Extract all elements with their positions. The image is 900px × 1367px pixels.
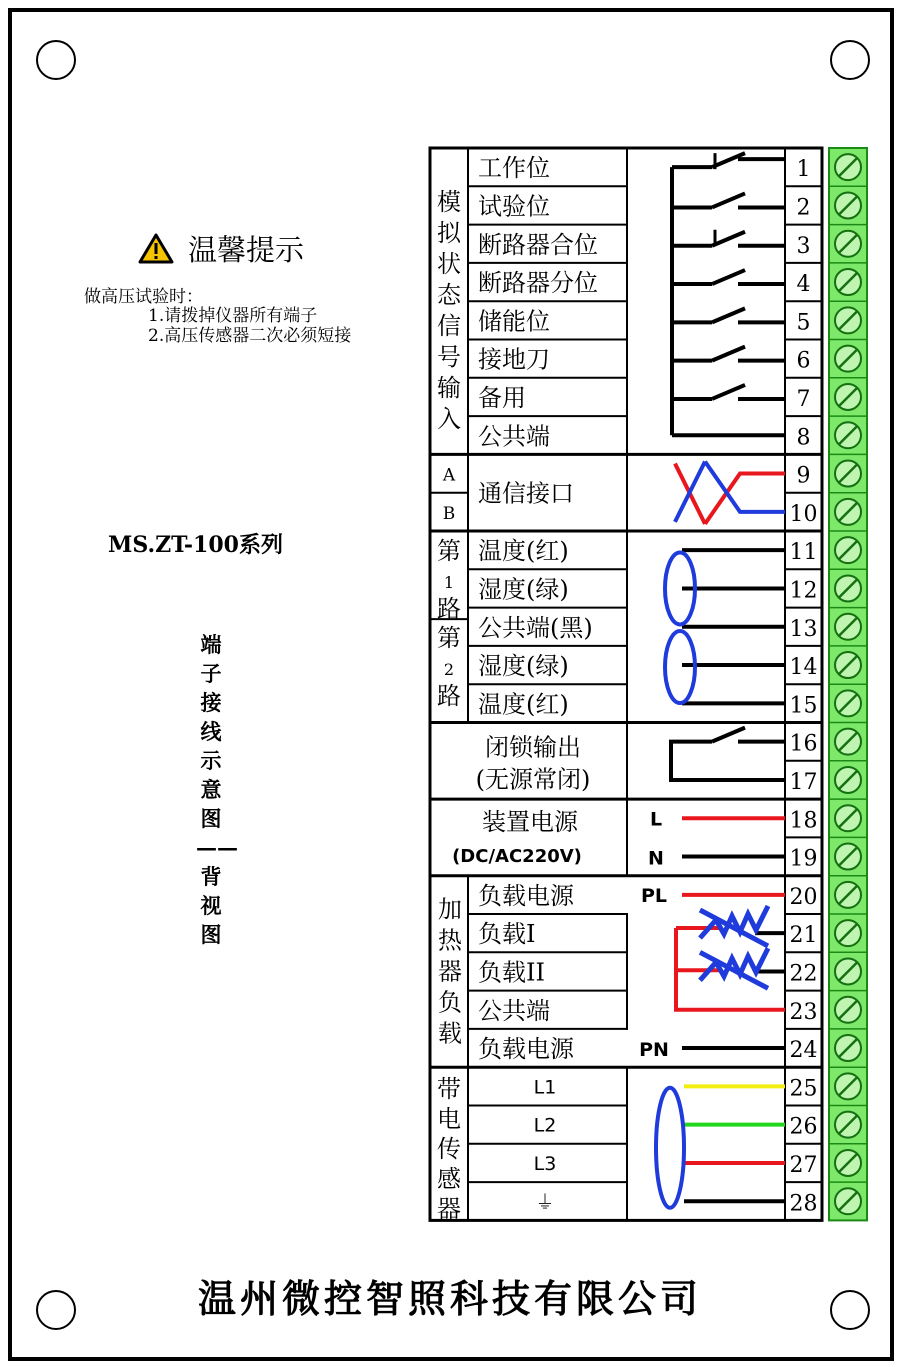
live-sensor-sheath [656, 1088, 684, 1208]
terminal-number: 25 [789, 1076, 818, 1102]
live-sensor-row-label: L1 [533, 1076, 557, 1099]
wire-n-label: N [648, 847, 664, 870]
lock-contact [712, 728, 745, 742]
terminal-number: 21 [789, 923, 818, 949]
signal-row-label: 工作位 [478, 154, 550, 183]
power-label: 装置电源 [482, 808, 578, 837]
channel-1-label: 第 [437, 537, 461, 565]
comm-label: 通信接口 [478, 479, 574, 508]
terminal-block [829, 148, 867, 1220]
section-title-heater: 加热器负载 [438, 895, 462, 1048]
wires [656, 153, 785, 1208]
diagram-title: 端子接线示意图——背视图 [196, 632, 238, 947]
power-spec: (DC/AC220V) [452, 846, 582, 868]
signal-row-label: 备用 [478, 383, 526, 412]
notice-item-2: 2.高压传感器二次必须短接 [148, 326, 352, 346]
terminal-number: 28 [789, 1191, 818, 1217]
model-name: MS.ZT-100系列 [108, 532, 283, 558]
sensor-row-label: 公共端(黑) [478, 613, 593, 642]
terminal-number: 16 [789, 731, 818, 757]
signal-row-label: 断路器合位 [478, 230, 598, 259]
terminal-number: 23 [789, 999, 818, 1025]
sensor-row-label: 湿度(绿) [478, 652, 569, 681]
lock-output-note: (无源常闭) [475, 765, 591, 794]
channel-2-label: 第 [437, 624, 461, 653]
section-title-live-sensor: 带电传感器 [437, 1075, 461, 1224]
terminal-number: 26 [789, 1114, 818, 1140]
switch-contact [712, 270, 745, 284]
terminal-number: 20 [789, 884, 818, 910]
terminal-number: 1 [796, 157, 811, 183]
terminal-number: 12 [789, 578, 818, 604]
signal-row-label: 断路器分位 [478, 269, 598, 298]
terminal-number: 14 [789, 655, 818, 681]
terminal-number: 18 [789, 808, 818, 834]
terminal-number: 8 [796, 425, 811, 451]
heater-element [700, 948, 768, 980]
signal-row-label: 公共端 [478, 422, 550, 451]
terminal-number: 3 [796, 233, 811, 259]
comm-b-label: B [442, 503, 456, 524]
terminal-number: 5 [796, 310, 811, 336]
sensor-row-label: 温度(红) [478, 690, 569, 719]
heater-row-label: 负载电源 [478, 881, 574, 910]
live-sensor-row-label: ⏚ [535, 1191, 555, 1214]
lock-output-label: 闭锁输出 [485, 733, 581, 762]
channel-2-label: 2 [443, 660, 455, 680]
comm-a-label: A [442, 465, 456, 486]
section-title-signal-input: 模拟状态信号输入 [437, 188, 461, 433]
wire-pn-label: PN [639, 1039, 669, 1062]
wire-pl-label: PL [640, 884, 668, 907]
terminal-number: 9 [796, 463, 811, 489]
heater-row-label: 负载II [478, 958, 545, 987]
terminal-number: 7 [796, 386, 811, 412]
channel-2-label: 路 [437, 682, 461, 711]
switch-contact [712, 347, 745, 361]
terminal-number: 17 [789, 769, 818, 795]
switch-contact [712, 308, 745, 322]
heater-row-label: 负载电源 [478, 1035, 574, 1064]
live-sensor-row-label: L3 [533, 1152, 557, 1175]
channel-1-label: 路 [437, 595, 461, 623]
notice-title: 温馨提示 [188, 233, 305, 267]
channel-1-label: 1 [443, 573, 455, 592]
signal-row-label: 试验位 [478, 192, 550, 221]
notice-intro: 做高压试验时： [84, 287, 203, 307]
wire-l-label: L [649, 808, 663, 831]
heater-row-label: 负载I [478, 920, 536, 949]
switch-contact [712, 232, 745, 246]
company-name: 温州微控智照科技有限公司 [197, 1276, 702, 1321]
terminal-number: 27 [789, 1152, 818, 1178]
terminal-number: 24 [789, 1038, 818, 1064]
terminal-number: 13 [789, 616, 818, 642]
switch-contact [712, 385, 745, 399]
sensor-row-label: 温度(红) [478, 537, 569, 566]
terminal-number: 10 [789, 501, 818, 527]
lock-wire [671, 742, 785, 780]
terminal-number: 19 [789, 846, 818, 872]
terminal-number: 15 [789, 693, 818, 719]
signal-row-label: 储能位 [478, 307, 550, 336]
terminal-number: 22 [789, 961, 818, 987]
terminal-number: 11 [789, 540, 818, 566]
terminal-number: 2 [796, 195, 811, 221]
switch-contact [712, 193, 745, 207]
notice-item-1: 1.请拨掉仪器所有端子 [148, 306, 318, 326]
terminal-number: 4 [796, 272, 811, 298]
terminal-number: 6 [796, 348, 811, 374]
sensor-row-label: 湿度(绿) [478, 575, 569, 604]
signal-row-label: 接地刀 [478, 345, 550, 374]
heater-row-label: 公共端 [478, 996, 550, 1025]
live-sensor-row-label: L2 [533, 1114, 557, 1137]
